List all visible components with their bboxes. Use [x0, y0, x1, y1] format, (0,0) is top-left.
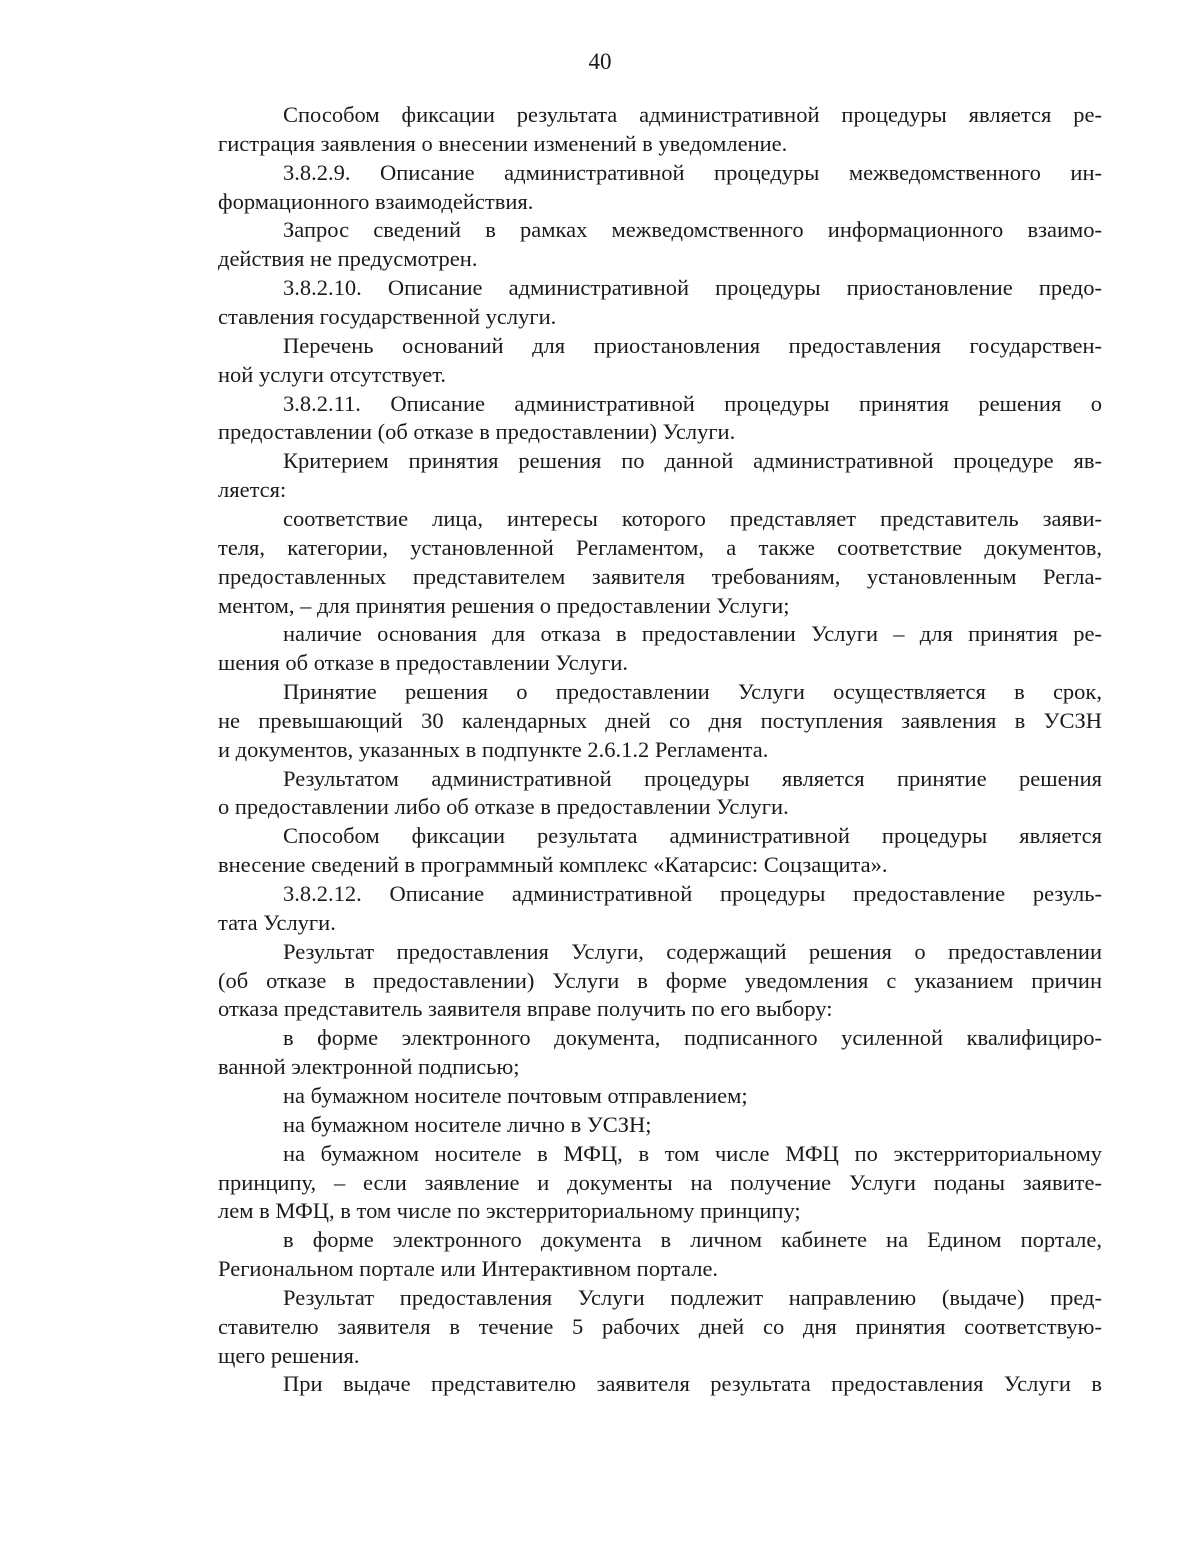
text-line: предоставлении (об отказе в предоставлении) Услуги.	[218, 419, 736, 445]
text-line: ванной электронной подписью;	[218, 1054, 520, 1080]
text-line: ставителю заявителя в течение 5 рабочих дней со дня принятия соответствую-	[218, 1313, 1102, 1339]
text-line: в форме электронного документа, подписанного усиленной квалифициро-	[283, 1025, 1102, 1051]
text-line: принципу, – если заявление и документы на получение Услуги поданы заявите-	[218, 1169, 1102, 1195]
text-line: о предоставлении либо об отказе в предоставлении Услуги.	[218, 794, 789, 820]
text-line: наличие основания для отказа в предоставлении Услуги – для принятия ре-	[283, 621, 1102, 647]
text-line: теля, категории, установленной Регламентом, а также соответствие документов,	[218, 534, 1102, 560]
text-line: Перечень оснований для приостановления предоставления государствен-	[283, 332, 1102, 358]
text-line: гистрация заявления о внесении изменений в уведомление.	[218, 130, 788, 156]
text-line: внесение сведений в программный комплекс «Катарсис: Соцзащита».	[218, 852, 888, 878]
text-line: предоставленных представителем заявителя требованиям, установленным Регла-	[218, 563, 1102, 589]
text-line: Региональном портале или Интерактивном портале.	[218, 1256, 719, 1281]
text-line: При выдаче представителю заявителя результата предоставления Услуги в	[283, 1371, 1102, 1397]
text-line: шения об отказе в предоставлении Услуги.	[218, 650, 628, 676]
text-line: Критерием принятия решения по данной административной процедуре яв-	[283, 448, 1102, 474]
text-line: Способом фиксации результата административной процедуры является	[283, 823, 1102, 849]
text-line: ной услуги отсутствует.	[218, 361, 447, 387]
text-line: ментом, – для принятия решения о предоставлении Услуги;	[218, 592, 790, 618]
text-line: Результатом административной процедуры является принятие решения	[283, 765, 1102, 791]
text-line: в форме электронного документа в личном кабинете на Едином портале,	[283, 1227, 1102, 1253]
text-line: 3.8.2.9. Описание административной процедуры межведомственного ин-	[283, 159, 1102, 185]
text-line: Принятие решения о предоставлении Услуги осуществляется в срок,	[283, 679, 1102, 704]
page-number: 40	[588, 49, 612, 74]
text-line: действия не предусмотрен.	[218, 246, 478, 272]
text-line: 3.8.2.10. Описание административной процедуры приостановление предо-	[283, 275, 1102, 301]
text-line: соответствие лица, интересы которого представляет представитель заяви-	[283, 505, 1102, 531]
text-line: формационного взаимодействия.	[218, 188, 534, 214]
text-line: 3.8.2.11. Описание административной процедуры принятия решения о	[283, 390, 1102, 416]
text-line: Способом фиксации результата административной процедуры является ре-	[283, 102, 1102, 127]
text-line: 3.8.2.12. Описание административной процедуры предоставление резуль-	[283, 881, 1102, 906]
text-line: отказа представитель заявителя вправе получить по его выбору:	[218, 996, 833, 1022]
text-line: Запрос сведений в рамках межведомственного информационного взаимо-	[283, 217, 1102, 243]
text-line: на бумажном носителе в МФЦ, в том числе МФЦ по экстерриториальному	[283, 1140, 1102, 1166]
text-line: и документов, указанных в подпункте 2.6.1.2 Регламента.	[218, 736, 769, 762]
text-line: (об отказе в предоставлении) Услуги в форме уведомления с указанием причин	[218, 967, 1102, 993]
text-line: не превышающий 30 календарных дней со дня поступления заявления в УСЗН	[218, 707, 1102, 733]
text-line: Результат предоставления Услуги, содержащий решения о предоставлении	[283, 938, 1102, 964]
text-line: щего решения.	[218, 1342, 360, 1368]
text-line: ляется:	[218, 477, 287, 503]
text-line: на бумажном носителе почтовым отправлением;	[283, 1082, 748, 1108]
text-line: на бумажном носителе лично в УСЗН;	[283, 1111, 652, 1137]
text-line: лем в МФЦ, в том числе по экстерриториальному принципу;	[218, 1198, 801, 1224]
text-line: Результат предоставления Услуги подлежит направлению (выдаче) пред-	[283, 1284, 1102, 1310]
text-line: тата Услуги.	[218, 909, 336, 935]
text-line: ставления государственной услуги.	[218, 304, 557, 329]
